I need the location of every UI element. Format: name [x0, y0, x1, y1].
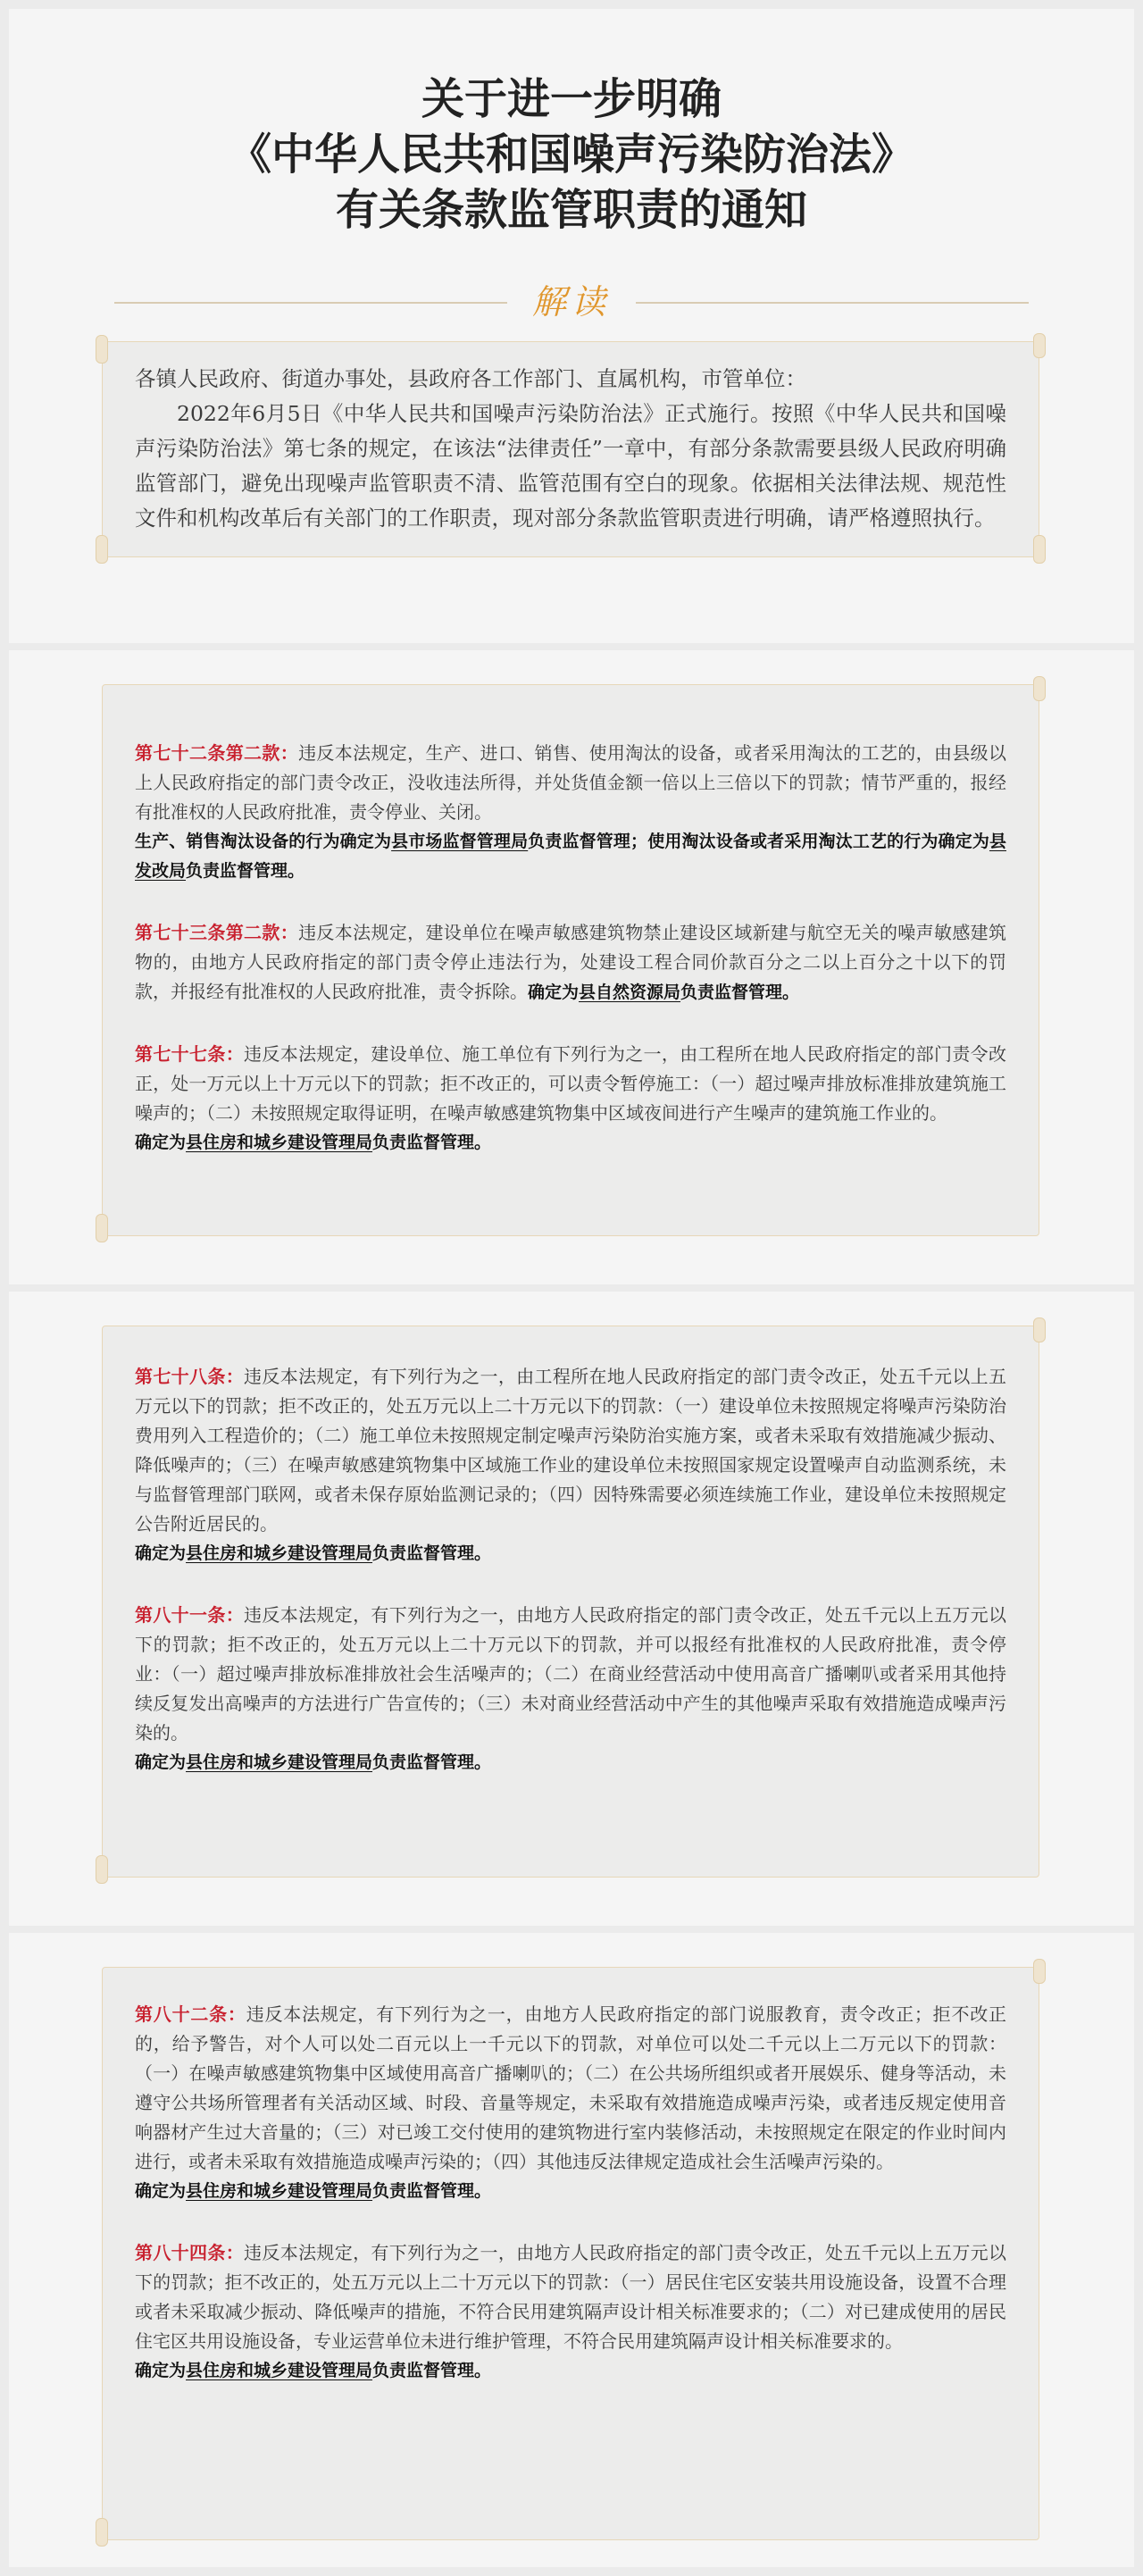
intro-text	[135, 362, 1006, 536]
header-panel	[9, 9, 1134, 643]
articles-scroll-3	[102, 1967, 1039, 2540]
scroll-ornament	[96, 535, 108, 564]
article-conclusion: 确定为县住房和城乡建设管理局负责监督管理。	[135, 2181, 492, 2201]
article-72	[135, 739, 1006, 886]
title-line-2: 《中华人民共和国噪声污染防治法》	[228, 130, 914, 180]
articles-panel-1	[9, 650, 1134, 1284]
article-list	[135, 739, 1006, 1190]
article-title: 第八十四条	[135, 2242, 226, 2263]
article-body: 第八十一条：违反本法规定，有下列行为之一，由地方人民政府指定的部门责令改正，处五千元以上五万元以下的罚款；拒不改正的，处五万元以上二十万元以下的罚款，并可以报经有批准权的人民政府批准，责令停业：（一）超过噪声排放标准排放社会生活噪声的；（二）在商业经营活动中使用高音广播喇叭或者采用其他持续反复发出高噪声的方法进行广告宣传的；（三）未对商业经营活动中产生的其他噪声采取有效措施造成噪声污染的。	[135, 1604, 1007, 1744]
article-81	[135, 1601, 1006, 1777]
article-78	[135, 1362, 1006, 1568]
article-conclusion: 生产、销售淘汰设备的行为确定为县市场监督管理局负责监督管理；使用淘汰设备或者采用淘汰工艺的行为确定为县发改局负责监督管理。	[135, 832, 1006, 881]
article-body: 第八十二条：违反本法规定，有下列行为之一，由地方人民政府指定的部门说服教育，责令改正；拒不改正的，给予警告，对个人可以处二百元以上一千元以下的罚款，对单位可以处二千元以上二万元以下的罚款：（一）在噪声敏感建筑物集中区域使用高音广播喇叭的；（二）在公共场所组织或者开展娱乐、健身等活动，未遵守公共场所管理者有关活动区域、时段、音量等规定，未采取有效措施造成噪声污染，或者违反规定使用音响器材产生过大音量的；（三）对已竣工交付使用的建筑物进行室内装修活动，未按照规定在限定的作业时间内进行，或者未采取有效措施造成噪声污染的；（四）其他违反法律规定造成社会生活噪声污染的。	[135, 2003, 1007, 2172]
article-conclusion: 确定为县住房和城乡建设管理局负责监督管理。	[135, 1752, 492, 1772]
responsible-department: 县住房和城乡建设管理局	[186, 1133, 373, 1152]
intro-salutation: 各镇人民政府、街道办事处，县政府各工作部门、直属机构，市管单位：	[135, 366, 806, 391]
article-text: 违反本法规定，有下列行为之一，由地方人民政府指定的部门说服教育，责令改正；拒不改正的，给予警告，对个人可以处二百元以上一千元以下的罚款，对单位可以处二千元以上二万元以下的罚款：（一）在噪声敏感建筑物集中区域使用高音广播喇叭的；（二）在公共场所组织或者开展娱乐、健身等活动，未遵守公共场所管理者有关活动区域、时段、音量等规定，未采取有效措施造成噪声污染，或者违反规定使用音响器材产生过大音量的；（三）对已竣工交付使用的建筑物进行室内装修活动，未按照规定在限定的作业时间内进行，或者未采取有效措施造成噪声污染的；（四）其他违反法律规定造成社会生活噪声污染的。	[135, 2003, 1007, 2172]
responsible-department: 县发改局	[135, 832, 1006, 881]
article-conclusion: 确定为县住房和城乡建设管理局负责监督管理。	[135, 2361, 492, 2380]
scroll-ornament	[1033, 535, 1046, 564]
scroll-ornament	[1033, 676, 1046, 701]
responsible-department: 县住房和城乡建设管理局	[186, 1543, 373, 1563]
articles-panel-2	[9, 1292, 1134, 1926]
responsible-department: 县自然资源局	[579, 983, 681, 1002]
article-title: 第八十二条	[135, 2003, 228, 2025]
intro-scroll	[102, 341, 1039, 557]
article-text: 违反本法规定，有下列行为之一，由地方人民政府指定的部门责令改正，处五千元以上五万元以下的罚款；拒不改正的，处五万元以上二十万元以下的罚款，并可以报经有批准权的人民政府批准，责令停业：（一）超过噪声排放标准排放社会生活噪声的；（二）在商业经营活动中使用高音广播喇叭或者采用其他持续反复发出高噪声的方法进行广告宣传的；（三）未对商业经营活动中产生的其他噪声采取有效措施造成噪声污染的。	[135, 1604, 1007, 1744]
responsible-department: 县住房和城乡建设管理局	[186, 1752, 373, 1772]
article-text: 违反本法规定，建设单位、施工单位有下列行为之一，由工程所在地人民政府指定的部门责令改正，处一万元以上十万元以下的罚款；拒不改正的，可以责令暂停施工：（一）超过噪声排放标准排放建筑施工噪声的；（二）未按照规定取得证明，在噪声敏感建筑物集中区域夜间进行产生噪声的建筑施工作业的。	[135, 1043, 1007, 1124]
article-text: 违反本法规定，有下列行为之一，由工程所在地人民政府指定的部门责令改正，处五千元以上五万元以下的罚款；拒不改正的，处五万元以上二十万元以下的罚款：（一）建设单位未按照规定将噪声污染防治费用列入工程造价的；（二）施工单位未按照规定制定噪声污染防治实施方案，或者未采取有效措施减少振动、降低噪声的；（三）在噪声敏感建筑物集中区域施工作业的建设单位未按照国家规定设置噪声自动监测系统，未与监督管理部门联网，或者未保存原始监测记录的；（四）因特殊需要必须连续施工作业，建设单位未按照规定公告附近居民的。	[135, 1366, 1007, 1535]
article-conclusion: 确定为县住房和城乡建设管理局负责监督管理。	[135, 1133, 492, 1152]
article-title: 第七十八条	[135, 1366, 226, 1387]
article-list	[135, 1362, 1006, 1810]
article-title: 第七十三条第二款	[135, 922, 280, 943]
article-77	[135, 1040, 1006, 1158]
article-text: 违反本法规定，建设单位在噪声敏感建筑物禁止建设区域新建与航空无关的噪声敏感建筑物的，由地方人民政府指定的部门责令停止违法行为，处建设工程合同价款百分之二以上百分之十以下的罚款，并报经有批准权的人民政府批准，责令拆除。	[135, 922, 1007, 1002]
page-title	[9, 71, 1134, 238]
scroll-ornament	[96, 335, 108, 364]
scroll-ornament	[1033, 1959, 1046, 1984]
section-divider	[114, 275, 1029, 329]
responsible-department: 县住房和城乡建设管理局	[186, 2361, 373, 2380]
article-84	[135, 2238, 1006, 2386]
title-line-3: 有关条款监管职责的通知	[335, 185, 807, 235]
scroll-ornament	[1033, 1317, 1046, 1342]
article-body: 第八十四条：违反本法规定，有下列行为之一，由地方人民政府指定的部门责令改正，处五千元以上五万元以下的罚款；拒不改正的，处五万元以上二十万元以下的罚款：（一）居民住宅区安装共用设施设备，设置不合理或者未采取减少振动、降低噪声的措施，不符合民用建筑隔声设计相关标准要求的；（二）对已建成使用的居民住宅区共用设施设备，专业运营单位未进行维护管理，不符合民用建筑隔声设计相关标准要求的。	[135, 2242, 1007, 2352]
article-body: 第七十三条第二款：违反本法规定，建设单位在噪声敏感建筑物禁止建设区域新建与航空无关的噪声敏感建筑物的，由地方人民政府指定的部门责令停止违法行为，处建设工程合同价款百分之二以上百分之十以下的罚款，并报经有批准权的人民政府批准，责令拆除。确定为县自然资源局负责监督管理。	[135, 922, 1007, 1002]
article-text: 违反本法规定，有下列行为之一，由地方人民政府指定的部门责令改正，处五千元以上五万元以下的罚款；拒不改正的，处五万元以上二十万元以下的罚款：（一）居民住宅区安装共用设施设备，设置不合理或者未采取减少振动、降低噪声的措施，不符合民用建筑隔声设计相关标准要求的；（二）对已建成使用的居民住宅区共用设施设备，专业运营单位未进行维护管理，不符合民用建筑隔声设计相关标准要求的。	[135, 2242, 1007, 2352]
article-title: 第八十一条	[135, 1604, 226, 1626]
scroll-ornament	[96, 1855, 108, 1884]
responsible-department: 县住房和城乡建设管理局	[186, 2181, 373, 2201]
scroll-ornament	[1033, 333, 1046, 358]
scroll-ornament	[96, 2518, 108, 2547]
article-body: 第七十七条：违反本法规定，建设单位、施工单位有下列行为之一，由工程所在地人民政府指定的部门责令改正，处一万元以上十万元以下的罚款；拒不改正的，可以责令暂停施工：（一）超过噪声排放标准排放建筑施工噪声的；（二）未按照规定取得证明，在噪声敏感建筑物集中区域夜间进行产生噪声的建筑施工作业的。	[135, 1043, 1007, 1124]
article-82	[135, 2000, 1006, 2206]
article-conclusion: 确定为县住房和城乡建设管理局负责监督管理。	[135, 1543, 492, 1563]
articles-scroll-1	[102, 684, 1039, 1236]
article-body: 第七十八条：违反本法规定，有下列行为之一，由工程所在地人民政府指定的部门责令改正，处五千元以上五万元以下的罚款；拒不改正的，处五万元以上二十万元以下的罚款：（一）建设单位未按照规定将噪声污染防治费用列入工程造价的；（二）施工单位未按照规定制定噪声污染防治实施方案，或者未采取有效措施减少振动、降低噪声的；（三）在噪声敏感建筑物集中区域施工作业的建设单位未按照国家规定设置噪声自动监测系统，未与监督管理部门联网，或者未保存原始监测记录的；（四）因特殊需要必须连续施工作业，建设单位未按照规定公告附近居民的。	[135, 1366, 1007, 1535]
scroll-ornament	[96, 1214, 108, 1242]
article-73	[135, 918, 1006, 1008]
responsible-department: 县市场监督管理局	[391, 832, 529, 851]
article-title: 第七十七条	[135, 1043, 226, 1065]
section-label: 解读	[531, 282, 611, 322]
articles-panel-3	[9, 1933, 1134, 2567]
article-body: 第七十二条第二款：违反本法规定，生产、进口、销售、使用淘汰的设备，或者采用淘汰的工艺的，由县级以上人民政府指定的部门责令改正，没收违法所得，并处货值金额一倍以上三倍以下的罚款；情节严重的，报经有批准权的人民政府批准，责令停业、关闭。	[135, 742, 1007, 823]
article-list	[135, 2000, 1006, 2418]
intro-body: 2022年6月5日《中华人民共和国噪声污染防治法》正式施行。按照《中华人民共和国噪声污染防治法》第七条的规定，在该法“法律责任”一章中，有部分条款需要县级人民政府明确监管部门，避免出现噪声监管职责不清、监管范围有空白的现象。依据相关法律法规、规范性文件和机构改革后有关部门的工作职责，现对部分条款监管职责进行明确，请严格遵照执行。	[135, 401, 1006, 531]
title-line-1: 关于进一步明确	[421, 74, 722, 124]
articles-scroll-2	[102, 1326, 1039, 1878]
article-title: 第七十二条第二款	[135, 742, 280, 764]
article-text: 违反本法规定，生产、进口、销售、使用淘汰的设备，或者采用淘汰的工艺的，由县级以上人民政府指定的部门责令改正，没收违法所得，并处货值金额一倍以上三倍以下的罚款；情节严重的，报经有批准权的人民政府批准，责令停业、关闭。	[135, 742, 1007, 823]
